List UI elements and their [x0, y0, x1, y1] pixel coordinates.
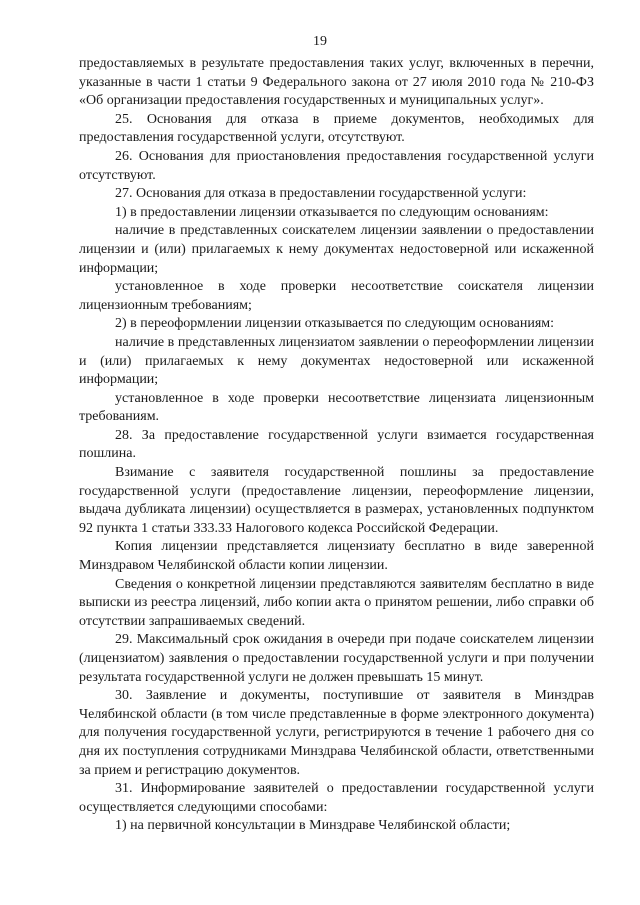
paragraph: 25. Основания для отказа в приеме документов, необходимых для предоставления государственной услуги, отсутствуют. [79, 111, 594, 146]
paragraph: 1) в предоставлении лицензии отказывается по следующим основаниям: [115, 204, 549, 220]
paragraph: наличие в представленных соискателем лицензии заявлении о предоставлении лицензии и (или) прилагаемых к нему документах недостоверной или искаженной информации; [79, 223, 594, 276]
paragraph: 28. За предоставление государственной услуги взимается государственная пошлина. [79, 427, 594, 462]
paragraph: установленное в ходе проверки несоответствие соискателя лицензии лицензионным требованиям; [79, 279, 594, 313]
paragraph: Копия лицензии представляется лицензиату бесплатно в виде заверенной Минздравом Челябинской области копии лицензии. [79, 539, 594, 574]
paragraph: 1) на первичной консультации в Минздраве Челябинской области; [115, 818, 511, 834]
paragraph: наличие в представленных лицензиатом заявлении о переоформлении лицензии и (или) прилагаемых к нему документах недостоверной или искаженной информации; [79, 334, 594, 388]
paragraph: предоставляемых в результате предоставления таких услуг, включенных в перечни, указанные в части 1 статьи 9 Федерального закона от 27 июля 2010 года № 210-ФЗ «Об организации предоставления государственных и муниципальных услуг». [79, 56, 594, 109]
paragraph: 2) в переоформлении лицензии отказывается по следующим основаниям: [115, 316, 555, 332]
paragraph: Сведения о конкретной лицензии представляются заявителям бесплатно в виде выписки из реестра лицензий, либо копии акта о принятом решении, либо справки об отсутствии запрашиваемых сведений. [79, 576, 594, 629]
page-number: 19 [313, 34, 327, 49]
document-body [79, 55, 594, 836]
paragraph: 29. Максимальный срок ожидания в очереди при подаче соискателем лицензии (лицензиатом) заявления о предоставлении государственной услуги и при получении результата государственной услуги не должен превышать 15 минут. [79, 632, 594, 685]
paragraph: 31. Информирование заявителей о предоставлении государственной услуги осуществляется следующими способами: [79, 781, 594, 815]
paragraph: Взимание с заявителя государственной пошлины за предоставление государственной услуги (предоставление лицензии, переоформление лицензии, выдача дубликата лицензии) осуществляется в размерах, установленных подпунктом 92 пункта 1 статьи 333.33 Налогового кодекса Российской Федерации. [79, 465, 594, 536]
paragraph: установленное в ходе проверки несоответствие лицензиата лицензионным требованиям. [79, 390, 594, 425]
paragraph: 30. Заявление и документы, поступившие от заявителя в Минздрав Челябинской области (в том числе представленные в форме электронного документа) для получения государственной услуги, регистрируются в течение 1 рабочего дня со дня их поступления сотрудниками Минздрава Челябинской области, ответственными за прием и регистрацию документов. [79, 688, 594, 778]
paragraph: 26. Основания для приостановления предоставления государственной услуги отсутствуют. [79, 148, 594, 183]
paragraph: 27. Основания для отказа в предоставлении государственной услуги: [115, 186, 527, 202]
